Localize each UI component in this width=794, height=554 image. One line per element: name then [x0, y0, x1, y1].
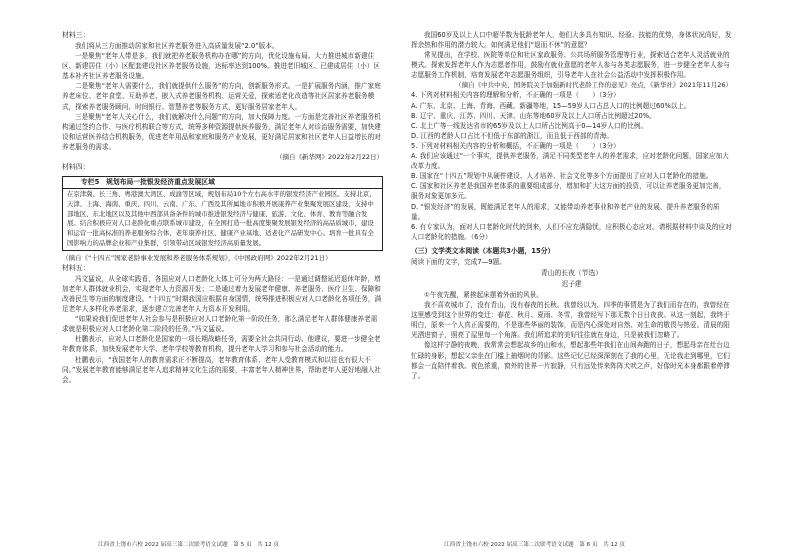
question-4: 4. 下列对材料相关内容的理解和分析，不正确的一项是（ ）（3分）	[411, 91, 620, 100]
material-3-source: （摘自《新华网》2022年2月22日）	[276, 153, 383, 162]
question-5-option-b: B. 国家在“十四五”规划中从硬件建设、人才培养、社会文化等多个方面提出了应对人口老龄化的措施。	[411, 172, 713, 181]
story-paragraph-2: 我不喜欢城市了，没有青山，没有春夜的长秋。我曾经以为，四季的事情是为了我们而存在的，我曾经在这里感受到这个世界的变迁：春花、秋月、夏雨、冬雪，我曾经写下那无数个日日夜夜。从这一刻起，我终于明白，原来一个人真正需要的，不是那些华丽的装饰，而是内心深处对自然、对生命的敬畏与热爱。清晨的阳光洒进窗子，照亮了屋里每一个角落。我们所追求的美好往往就在身边，只是被我们忽略了。	[411, 301, 730, 340]
right-page-footer: 江西省上饶市六校 2022 届高三第二次联考语文试题 第 6 页 共 12 页	[444, 542, 626, 548]
question-4-option-b: B. 辽宁、重庆、江苏、四川、天津、山东等地60岁及以上人口所占比例超过20%。	[411, 111, 656, 120]
question-4-option-a: A. 广东、北京、上海、青海、西藏、新疆等地，15—59岁人口占总人口的比例超过60%以上。	[411, 101, 691, 110]
story-title: 青山的长夜（节选）	[540, 268, 603, 277]
section-3-instruction: 阅读下面的文字，完成7—9题。	[411, 257, 506, 266]
material-5-paragraph-4: 杜鹏表示，“我国老年人的教育需求正不断提高，老年教育体系、老年人受教育模式和以往也有很大不同。”发展老年教育能够满足老年人追求精神文化生活的需要，丰富老年人精神世界，帮助老年人更好地融入社会。	[62, 355, 382, 384]
policy-column-title: 专栏5 规划布局一批银发经济重点发展区域	[63, 177, 382, 189]
material-4-source: （摘自《“十四五”国家老龄事业发展和养老服务体系规划》，《中国政府网》2022年2月21日）	[62, 253, 332, 262]
material-4-heading: 材料四：	[62, 163, 90, 172]
question-5-option-a: A. 我们应该通过“一个事实，提供养老服务，满足不同类型老年人的养老需求，应对老龄化问题，国家应加大改革力度。	[411, 152, 729, 171]
story-paragraph-3: 像这样宁静的夜晚，我常常会想起故乡的山和水，想起那些年我们在山间奔跑的日子，想起母亲在灶台边忙碌的身影，想起父亲坐在门槛上抽烟时的背影。这些记忆已经深深刻在了我的心里，无论我走到哪里，它们都会一直陪伴着我。夜色浓重，窗外的世界一片寂静，只有远处传来阵阵犬吠之声，好像时光本身都跟着停滞了。	[411, 341, 730, 380]
question-4-option-d: D. 江西的老龄人口占比不但低于东部的浙江，而且低于西部的青海。	[411, 131, 614, 140]
material-5-paragraph-3: 杜鹏表示，应对人口老龄化是国家的一项长期战略任务，需要全社会共同行动。他建议，要进一步健全老年教育体系，加快发展老年大学、老年学校等教育机构，提升老年人学习和参与社会活动的能力。	[62, 335, 381, 354]
material-3-heading: 材料三：	[62, 31, 90, 39]
material-3-paragraph-2: 一是聚焦“老年人带是多，我们就把养老服务机构办在哪”的方向，优化设施布局。大力推进城市新建住区、新建居住（小）区配套建设社区养老服务设施，达标率达到100%。推进老旧城区、已建成居住（小）区基本补齐社区养老服务设施。	[62, 52, 381, 81]
question-6: 6. 有专家认为，面对人口老龄化时代的到来，人们不应充满隐忧，应积极心态应对。请根据材料中谈及的应对人口老龄化的措施。（6分）	[411, 222, 732, 241]
right-source: （摘自《中共中央、国务院关于加强新时代老龄工作的意见》亮点，《新华社》2021年11月26）	[455, 81, 732, 90]
material-3-paragraph-4: 三是聚焦“老年人关心什么，我们就解决什么问题”的方向，加大保障力度。一方面是完善社区养老服务机构通过签约合作、与医疗机构联合等方式，统筹多种资源提供医养服务，满足老年人对诊治服务需要，加快建设和运营医养结合机构服务，促进老年用品和家庭和服务产业发展，更好满足居家和社区老年人日益增长的对养老服务的需求。	[62, 112, 381, 151]
material-3-paragraph-3: 二是聚焦“老年人需要什么，我们就提供什么服务”的方向，创新服务形式。一是扩展服务内涵，推广家庭养老床位、老年食堂、互助养老、嵌入式养老服务机构、运营关爱，探索适老化改造等社区居家养老服务模式，探索养老服务顾问、时间银行、智慧养老等服务方式，更好服务居家老年人。	[62, 82, 381, 111]
question-5: 5. 下列对材料相关内容的分析和概括，不正确的一项是（ ）（3分）	[411, 141, 620, 150]
material-5-paragraph-1: 冯文猛说，从全球实践看，各国应对人口老龄化大体上可分为两大路径：一是通过调整延迟退休年龄，增加老年人群体就业机会，实现老年人力资源开发；二是通过着力发展老年健康、养老服务、医疗卫生、保障和改善民生等方面的制度建设。“十四五”时期我国应根据自身国情，统筹推进积极应对人口老龄化各项任务，满足老年人多样化养老需求，逐步建立完善老年人力资本开发利用。	[62, 274, 382, 314]
story-author: 迟子建	[561, 279, 582, 288]
question-5-option-c: C. 国家和社区养老是我国养老体系的重要组成部分，增加和扩大这方面的投资，可以让养老服务更加完善，服务对象更加多元。	[411, 182, 726, 201]
policy-column-body: 在京津冀、长三角、粤港澳大湾区、成渝等区域，规划布局10个左右高水平的银发经济产业园区。支持北京、天津、上海、海南、重庆、四川、云南、广东、广西及其所属地市积极开展康养产业集聚发展区建设，支持中部地区、东北地区以及其他中西部具备条件的城市推进银发经济与健康、旅游、文化、体育、教育等融合发展。结合积极应对人口老龄化重点联系城市建设，在全国打造一批高度集聚发展银发经济的高品质城市，建设和运营一批高标准的养老服务综合体、老年康养社区、健康产业基地、适老化产品研发中心。培育一批具有全国影响力的品牌企业和产业集群，引领带动区域银发经济高质量发展。	[67, 190, 376, 248]
material-3-paragraph-1: 我们将从三方面推动居家和社区养老服务进入高质量发展“2.0”版本。	[75, 42, 279, 50]
policy-column-box	[62, 176, 383, 251]
section-3-title: （三）文学类文本阅读（本题共3小题，15分）	[411, 246, 555, 255]
question-4-option-c: C. 北上广等一线发达省市的65岁及以上人口所占比例高于0—14岁人口的比例。	[411, 121, 648, 130]
story-paragraph-1: ①午夜先醒，紧挨起床摆着外面的风景。	[424, 290, 543, 299]
question-5-option-d: D. “银发经济”的发展，既能满足老年人的需求，又能带动养老事业和养老产业的发展，提升养老服务的质量。	[411, 202, 720, 221]
material-5-paragraph-2: “如果说我们促进老年人社会参与是积极应对人口老龄化第一阶段任务，那么满足老年人群体健康养老需求就是积极应对人口老龄化第二阶段的任务。”冯文猛说。	[62, 315, 378, 334]
material-5-heading: 材料五：	[62, 263, 90, 272]
right-page	[397, 0, 794, 554]
left-page-footer: 江西省上饶市六校 2022 届高三第二次联考语文试题 第 5 页 共 12 页	[98, 542, 280, 548]
right-paragraph-1: 我国60岁及以上人口中超半数为低龄老年人，他们大多具有知识、经验、技能的优势，身体状况尚好，发挥余热和作用的潜力较大。如何满足他们“退而不休”的意愿？	[411, 31, 732, 50]
right-paragraph-2: 常见提出，在学校、医院等单位和社区家政服务、公共场所服务管理等行业，探索适合老年人灵活就业的模式。探索发挥老年人作为志愿者作用，鼓励有就业意愿的老年人参与各类志愿服务，进一步健全老年人参与志愿服务工作机制，培育发展老年志愿服务组织，引导老年人在社会公益活动中发挥积极作用。	[411, 51, 730, 80]
